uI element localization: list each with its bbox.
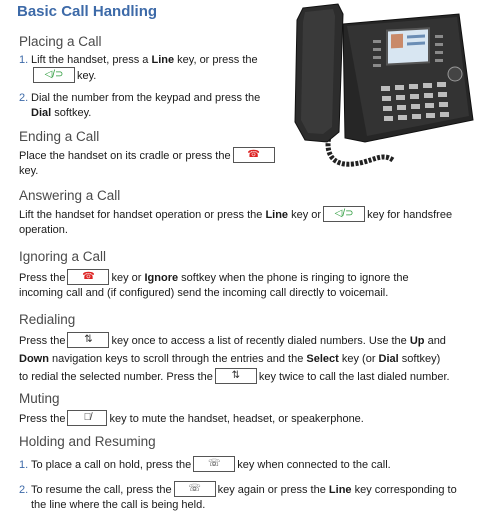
redial-arrows-icon: ⇅ — [215, 368, 257, 384]
desk-phone-illustration — [283, 2, 479, 172]
muting-text: Press the 🎙̸ key to mute the handset, headset, or speakerphone. — [19, 412, 364, 425]
heading-answering-a-call: Answering a Call — [19, 188, 121, 203]
holding-step-2: 2. To resume the call, press the ☏ key again or press the Line key corresponding to the line where the call is being held. — [19, 483, 457, 511]
placing-step-1: 1. Lift the handset, press a Line key, or press the ◁/⊃ key. — [19, 54, 258, 82]
speaker-headset-icon: ◁/⊃ — [33, 67, 75, 83]
redial-arrows-icon: ⇅ — [67, 332, 109, 348]
page-title: Basic Call Handling — [17, 3, 158, 20]
redialing-text: Press the ⇅ key once to access a list of recently dialed numbers. Use the Up and Down navigation keys to scroll through the entries and the Select key (or Dial softkey) to redial the selected number. Press the ⇅ key twice to call the last dialed number. — [19, 334, 450, 383]
goodbye-handset-icon: ☎ — [67, 269, 109, 285]
goodbye-handset-icon: ☎ — [233, 147, 275, 163]
answering-text: Lift the handset for handset operation or press the Line key or ◁/⊃ key for handsfree operation. — [19, 208, 453, 236]
mute-microphone-icon: 🎙̸ — [67, 410, 107, 426]
heading-ending-a-call: Ending a Call — [19, 129, 100, 144]
heading-redialing: Redialing — [19, 312, 76, 327]
heading-muting: Muting — [19, 391, 60, 406]
hold-handset-icon: ☏ — [174, 481, 216, 497]
placing-step-2: 2. Dial the number from the keypad and press the Dial softkey. — [19, 92, 261, 119]
speaker-headset-icon: ◁/⊃ — [323, 206, 365, 222]
ignoring-text: Press the ☎ key or Ignore softkey when the phone is ringing to ignore the incoming call and (if configured) send the incoming call directly to voicemail. — [19, 271, 409, 299]
heading-holding-and-resuming: Holding and Resuming — [19, 434, 156, 449]
ending-text: Place the handset on its cradle or press the ☎ key. — [19, 148, 464, 179]
heading-placing-a-call: Placing a Call — [19, 34, 102, 49]
hold-handset-icon: ☏ — [193, 456, 235, 472]
heading-ignoring-a-call: Ignoring a Call — [19, 249, 107, 264]
holding-step-1: 1. To place a call on hold, press the ☏ key when connected to the call. — [19, 458, 391, 471]
